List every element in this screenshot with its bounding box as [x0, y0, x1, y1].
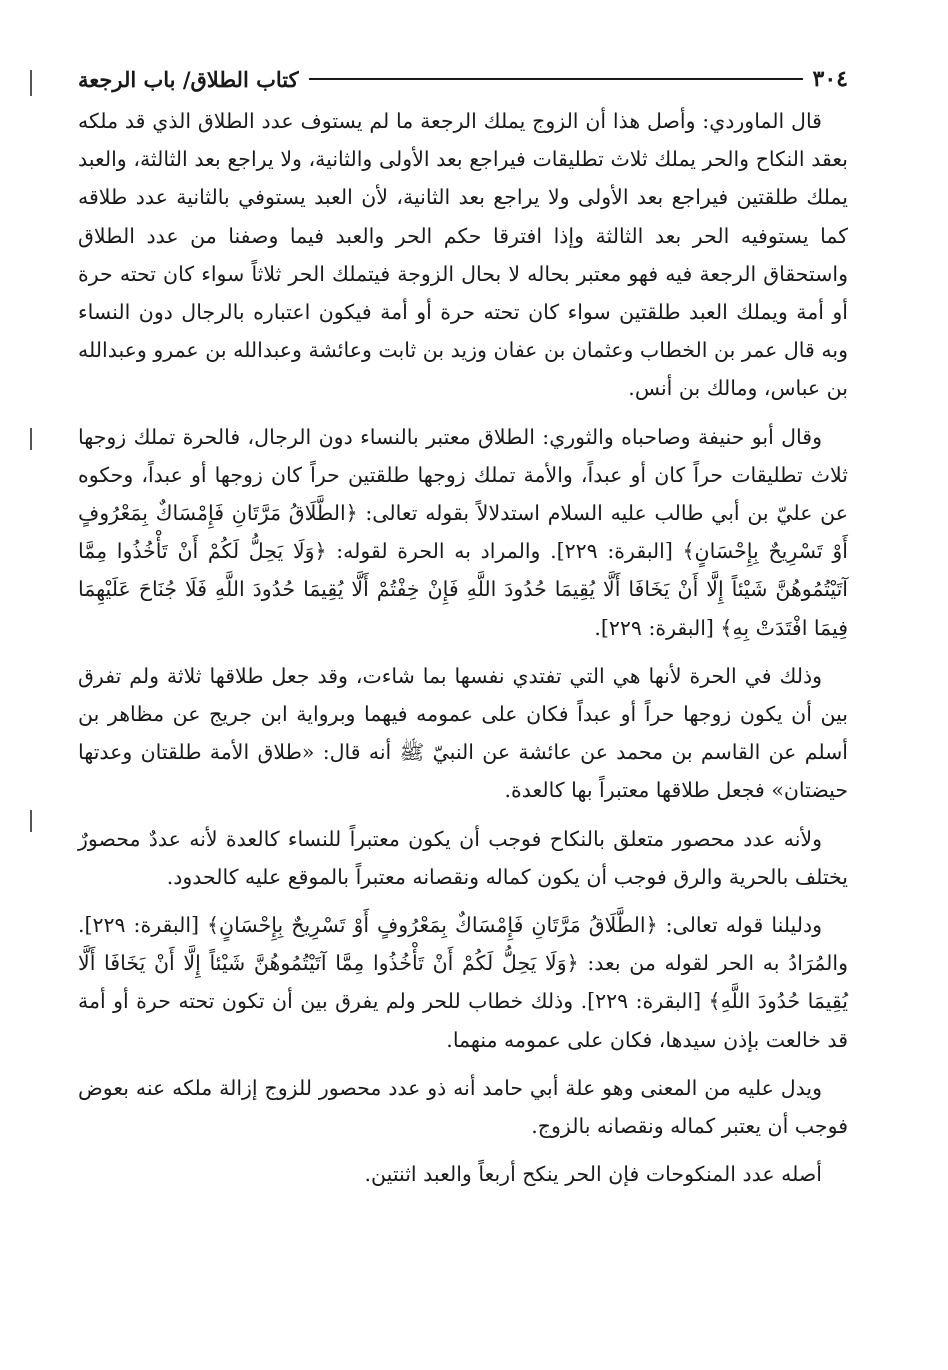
paragraph-limited-number: ولأنه عدد محصور متعلق بالنكاح فوجب أن يكون معتبراً للنساء كالعدة لأنه عددٌ محصورٌ يختلف بالحرية والرق فوجب أن يكون كماله ونقصانه معتبراً بالموقع عليه كالحدود. [78, 826, 848, 889]
paragraph-abu-hanifa-view: وقال أبو حنيفة وصاحباه والثوري: الطلاق معتبر بالنساء دون الرجال، فالحرة تملك زوجها ثلاث تطليقات حراً كان أو عبداً، والأمة تملك زوجها طلقتين حراً كان زوجها أو عبداً، وحكوه عن عليّ بن أبي طالب عليه السلام استدلالاً بقوله تعالى: ﴿الطَّلَاقُ مَرَّتَانِ فَإِمْسَاكٌ بِمَعْرُوفٍ أَوْ تَسْرِيحٌ بِإِحْسَانٍ﴾ [البقرة: ٢٢٩]. والمراد به الحرة لقوله: ﴿وَلَا يَحِلُّ لَكُمْ أَنْ تَأْخُذُوا مِمَّا آتَيْتُمُوهُنَّ شَيْئاً إِلَّا أَنْ يَخَافَا أَلَّا يُقِيمَا حُدُودَ اللَّهِ فَإِنْ خِفْتُمْ أَلَّا يُقِيمَا حُدُودَ اللَّهِ فَلَا جُنَاحَ عَلَيْهِمَا فِيمَا افْتَدَتْ بِهِ﴾ [البقرة: ٢٢٩]. [78, 424, 848, 640]
page-header [78, 62, 848, 96]
body-text [78, 102, 848, 1193]
page-number: ٣٠٤ [812, 66, 848, 92]
margin-mark-top [30, 70, 32, 96]
header-rule [309, 78, 803, 80]
paragraph-meaning: ويدل عليه من المعنى وهو علة أبي حامد أنه ذو عدد محصور للزوج إزالة ملكه عنه بعوض فوجب أن يعتبر كماله ونقصانه بالزوج. [78, 1075, 848, 1139]
margin-mark-lower [30, 810, 32, 832]
margin-mark-middle [30, 428, 32, 450]
running-title: كتاب الطلاق/ باب الرجعة [78, 66, 299, 92]
paragraph-number-of-wives: أصله عدد المنكوحات فإن الحر ينكح أربعاً والعبد اثنتين. [364, 1162, 822, 1187]
paragraph-free-woman: وذلك في الحرة لأنها هي التي تفتدي نفسها بما شاءت، وقد جعل طلاقها ثلاثة ولم تفرق بين أن يكون زوجها حراً أو عبداً فكان على عمومه فيهما وبرواية ابن جريج عن مظاهر بن أسلم عن القاسم بن محمد عن عائشة عن النبيّ ﷺ أنه قال: «طلاق الأمة طلقتان وعدتها حيضتان» فجعل طلاقها معتبراً بها كالعدة. [78, 663, 848, 803]
paragraph-mawardi-view: قال الماوردي: وأصل هذا أن الزوج يملك الرجعة ما لم يستوف عدد الطلاق الذي قد ملكه بعقد النكاح والحر يملك ثلاث تطليقات فيراجع بعد الأولى والثانية، ولا يراجع بعد الثالثة، والعبد يملك طلقتين فيراجع بعد الأولى ولا يراجع بعد الثانية، لأن العبد يستوفي بالثانية عدد طلاقه كما يستوفيه الحر بعد الثالثة وإذا افترقا حكم الحر والعبد فيما وصفنا من عدد الطلاق واستحقاق الرجعة فيه فهو معتبر بحاله لا بحال الزوجة فيتملك الحر ثلاثاً سواء كان تحته حرة أو أمة ويملك العبد طلقتين سواء كان تحته حرة أو أمة فيكون اعتباره بالرجال دون النساء وبه قال عمر بن الخطاب وعثمان بن عفان وزيد بن ثابت وعائشة وعبدالله بن عمرو وعبدالله بن عباس، ومالك بن أنس. [78, 109, 848, 401]
document-page [78, 62, 848, 1203]
paragraph-our-evidence: ودليلنا قوله تعالى: ﴿الطَّلَاقُ مَرَّتَانِ فَإِمْسَاكٌ بِمَعْرُوفٍ أَوْ تَسْرِيحٌ بِإِحْسَانٍ﴾ [البقرة: ٢٢٩]. والمُرَادُ به الحر لقوله من بعد: ﴿وَلَا يَحِلُّ لَكُمْ أَنْ تَأْخُذُوا مِمَّا آتَيْتُمُوهُنَّ شَيْئاً إِلَّا أَنْ يَخَافَا أَلَّا يُقِيمَا حُدُودَ اللَّهِ﴾ [البقرة: ٢٢٩]. وذلك خطاب للحر ولم يفرق بين أن تكون تحته حرة أو أمة قد خالعت بإذن سيدها، فكان على عمومه منهما. [78, 913, 848, 1052]
